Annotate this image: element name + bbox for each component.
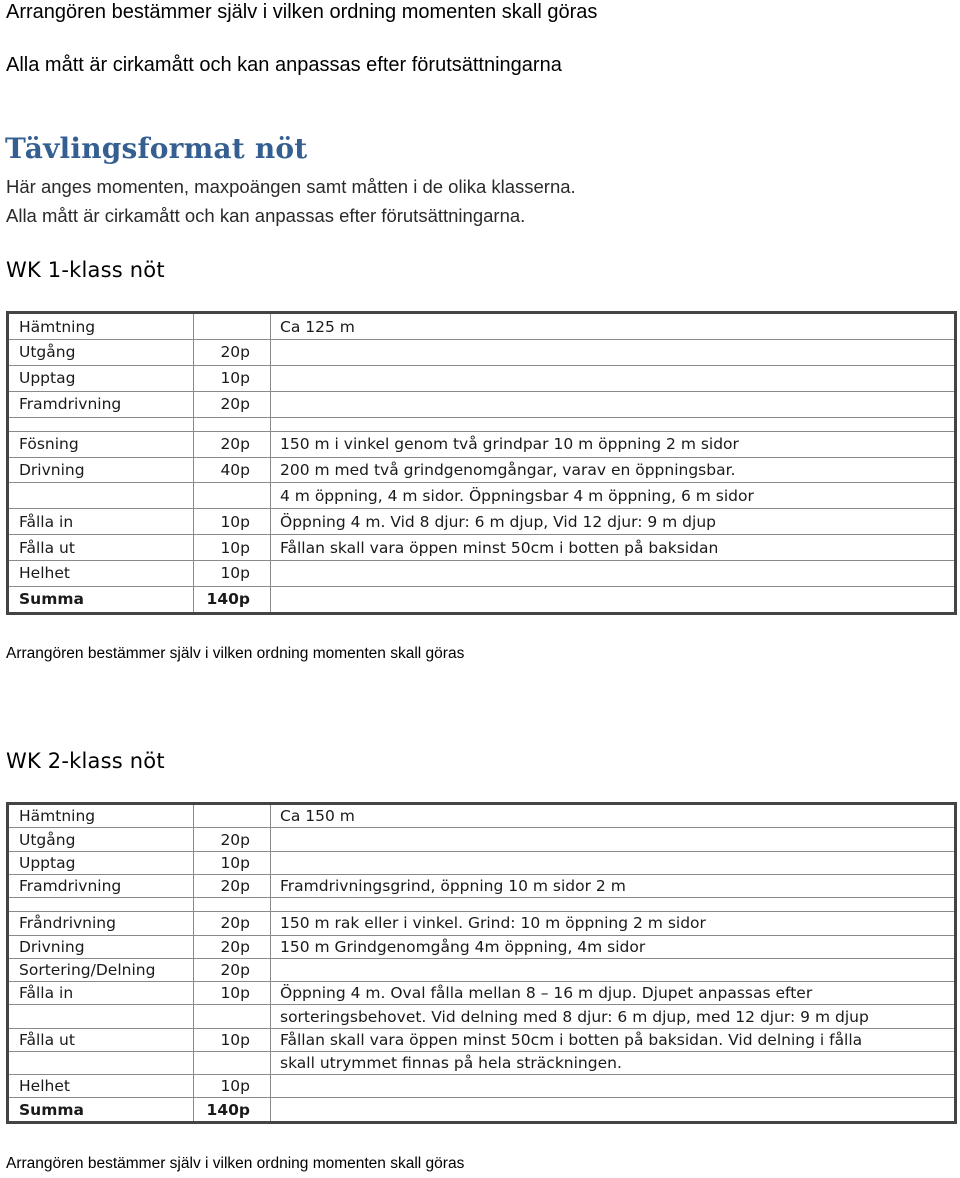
moment-cell: Hämtning (8, 313, 194, 340)
section-title: Tävlingsformat nöt (5, 132, 308, 165)
moment-cell: Helhet (8, 561, 194, 587)
table-row (8, 457, 956, 483)
moment-cell (8, 483, 194, 509)
points-cell: 10p (194, 982, 271, 1005)
desc-cell: Framdrivningsgrind, öppning 10 m sidor 2 m (271, 874, 956, 897)
points-cell: 40p (194, 457, 271, 483)
table-row (8, 1028, 956, 1051)
table-row (8, 828, 956, 851)
moment-cell: Fålla ut (8, 1028, 194, 1051)
points-cell: 20p (194, 340, 271, 366)
top-line-1: Arrangören bestämmer själv i vilken ordning momenten skall göras (6, 1, 598, 23)
spacer-row (8, 417, 956, 431)
table-row (8, 365, 956, 391)
points-cell: 10p (194, 365, 271, 391)
desc-cell (271, 391, 956, 417)
desc-cell: Öppning 4 m. Vid 8 djur: 6 m djup, Vid 12 djur: 9 m djup (271, 509, 956, 535)
table-row (8, 1051, 956, 1074)
points-cell: 10p (194, 561, 271, 587)
points-cell: 20p (194, 828, 271, 851)
points-cell: 20p (194, 874, 271, 897)
moment-cell: Upptag (8, 851, 194, 874)
table-row (8, 509, 956, 535)
points-cell: 20p (194, 935, 271, 958)
points-cell (194, 483, 271, 509)
points-cell: 20p (194, 431, 271, 457)
moment-cell: Framdrivning (8, 874, 194, 897)
table-row (8, 851, 956, 874)
table-row (8, 982, 956, 1005)
desc-cell: 200 m med två grindgenomgångar, varav en öppningsbar. (271, 457, 956, 483)
top-line-2: Alla mått är cirkamått och kan anpassas efter förutsättningarna (6, 54, 562, 76)
points-cell (194, 313, 271, 340)
desc-cell (271, 340, 956, 366)
moment-cell: Utgång (8, 828, 194, 851)
desc-cell (271, 586, 956, 613)
points-cell: 10p (194, 1028, 271, 1051)
table-row (8, 804, 956, 828)
moment-cell: Upptag (8, 365, 194, 391)
desc-cell: Ca 125 m (271, 313, 956, 340)
moment-cell: Utgång (8, 340, 194, 366)
points-cell: 10p (194, 851, 271, 874)
wk2-title: WK 2-klass nöt (6, 749, 165, 773)
points-cell: 10p (194, 509, 271, 535)
desc-cell: Fållan skall vara öppen minst 50cm i botten på baksidan (271, 535, 956, 561)
points-cell: 10p (194, 535, 271, 561)
moment-cell: Summa (8, 586, 194, 613)
spacer-row (8, 898, 956, 912)
points-cell (194, 804, 271, 828)
table-row (8, 535, 956, 561)
desc-cell: 4 m öppning, 4 m sidor. Öppningsbar 4 m öppning, 6 m sidor (271, 483, 956, 509)
moment-cell: Framdrivning (8, 391, 194, 417)
table-row (8, 912, 956, 935)
points-cell: 20p (194, 912, 271, 935)
moment-cell: Drivning (8, 457, 194, 483)
table-row (8, 958, 956, 981)
desc-cell (271, 828, 956, 851)
desc-cell: Ca 150 m (271, 804, 956, 828)
moment-cell: Fålla ut (8, 535, 194, 561)
points-cell: 20p (194, 958, 271, 981)
table-row (8, 340, 956, 366)
points-cell: 10p (194, 1075, 271, 1098)
desc-cell: 150 m Grindgenomgång 4m öppning, 4m sidor (271, 935, 956, 958)
desc-cell: Öppning 4 m. Oval fålla mellan 8 – 16 m djup. Djupet anpassas efter (271, 982, 956, 1005)
desc-cell (271, 365, 956, 391)
moment-cell: Fålla in (8, 509, 194, 535)
moment-cell: Helhet (8, 1075, 194, 1098)
wk2-note: Arrangören bestämmer själv i vilken ordning momenten skall göras (6, 1155, 465, 1172)
points-cell (194, 1051, 271, 1074)
table-row (8, 431, 956, 457)
moment-cell: Drivning (8, 935, 194, 958)
table-row (8, 313, 956, 340)
moment-cell: Fålla in (8, 982, 194, 1005)
table-row (8, 935, 956, 958)
intro-line-1: Här anges momenten, maxpoängen samt måtten i de olika klasserna. (6, 176, 576, 197)
table-row (8, 391, 956, 417)
desc-cell (271, 1098, 956, 1123)
desc-cell (271, 1075, 956, 1098)
intro-line-2: Alla mått är cirkamått och kan anpassas efter förutsättningarna. (6, 205, 526, 226)
sum-row (8, 1098, 956, 1123)
moment-cell (8, 1051, 194, 1074)
desc-cell: skall utrymmet finnas på hela sträckningen. (271, 1051, 956, 1074)
moment-cell: Summa (8, 1098, 194, 1123)
points-cell: 140p (194, 1098, 271, 1123)
desc-cell (271, 958, 956, 981)
table-row (8, 561, 956, 587)
table-row (8, 1005, 956, 1028)
wk1-table (6, 311, 957, 615)
wk2-table (6, 802, 957, 1124)
table-row (8, 483, 956, 509)
desc-cell: 150 m i vinkel genom två grindpar 10 m öppning 2 m sidor (271, 431, 956, 457)
table-row (8, 1075, 956, 1098)
moment-cell: Hämtning (8, 804, 194, 828)
desc-cell: 150 m rak eller i vinkel. Grind: 10 m öppning 2 m sidor (271, 912, 956, 935)
moment-cell: Fråndrivning (8, 912, 194, 935)
desc-cell: sorteringsbehovet. Vid delning med 8 djur: 6 m djup, med 12 djur: 9 m djup (271, 1005, 956, 1028)
table-row (8, 874, 956, 897)
sum-row (8, 586, 956, 613)
points-cell (194, 1005, 271, 1028)
moment-cell: Fösning (8, 431, 194, 457)
desc-cell: Fållan skall vara öppen minst 50cm i botten på baksidan. Vid delning i fålla (271, 1028, 956, 1051)
wk1-note: Arrangören bestämmer själv i vilken ordning momenten skall göras (6, 645, 465, 662)
moment-cell: Sortering/Delning (8, 958, 194, 981)
points-cell: 20p (194, 391, 271, 417)
moment-cell (8, 1005, 194, 1028)
desc-cell (271, 851, 956, 874)
desc-cell (271, 561, 956, 587)
points-cell: 140p (194, 586, 271, 613)
wk1-title: WK 1-klass nöt (6, 258, 165, 282)
